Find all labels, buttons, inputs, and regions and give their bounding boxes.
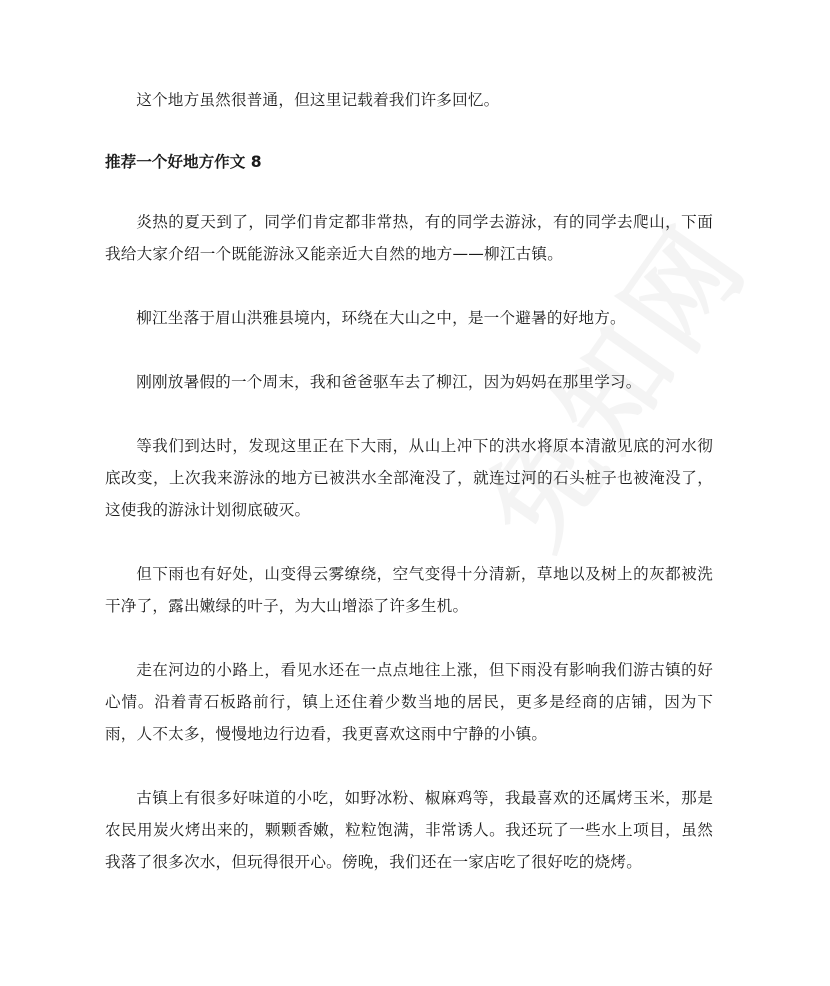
paragraph: 这个地方虽然很普通，但这里记载着我们许多回忆。 (136, 91, 500, 109)
paragraph: 炎热的夏天到了，同学们肯定都非常热，有的同学去游泳，有的同学去爬山，下面我给大家介绍一个既能游泳又能亲近大自然的地方——柳江古镇。 (105, 213, 713, 263)
paragraph: 柳江坐落于眉山洪雅县境内，环绕在大山之中，是一个避暑的好地方。 (136, 309, 626, 327)
paragraph: 走在河边的小路上，看见水还在一点点地往上涨，但下雨没有影响我们游古镇的好心情。沿着青石板路前行，镇上还住着少数当地的居民，更多是经商的店铺，因为下雨，人不太多，慢慢地边行边看，我更喜欢这雨中宁静的小镇。 (105, 661, 713, 743)
document-page (105, 84, 713, 910)
paragraph: 古镇上有很多好味道的小吃，如野冰粉、椒麻鸡等，我最喜欢的还属烤玉米，那是农民用炭火烤出来的，颗颗香嫩，粒粒饱满，非常诱人。我还玩了一些水上项目，虽然我落了很多次水，但玩得很开心。傍晚，我们还在一家店吃了很好吃的烧烤。 (105, 789, 713, 871)
paragraph: 等我们到达时，发现这里正在下大雨，从山上冲下的洪水将原本清澈见底的河水彻底改变，上次我来游泳的地方已被洪水全部淹没了，就连过河的石头桩子也被淹没了，这使我的游泳计划彻底破灭。 (105, 437, 713, 519)
paragraph: 但下雨也有好处，山变得云雾缭绕，空气变得十分清新，草地以及树上的灰都被洗干净了，露出嫩绿的叶子，为大山增添了许多生机。 (105, 565, 713, 615)
paragraph: 刚刚放暑假的一个周末，我和爸爸驱车去了柳江，因为妈妈在那里学习。 (136, 373, 642, 391)
section-heading: 推荐一个好地方作文 8 (105, 153, 262, 171)
